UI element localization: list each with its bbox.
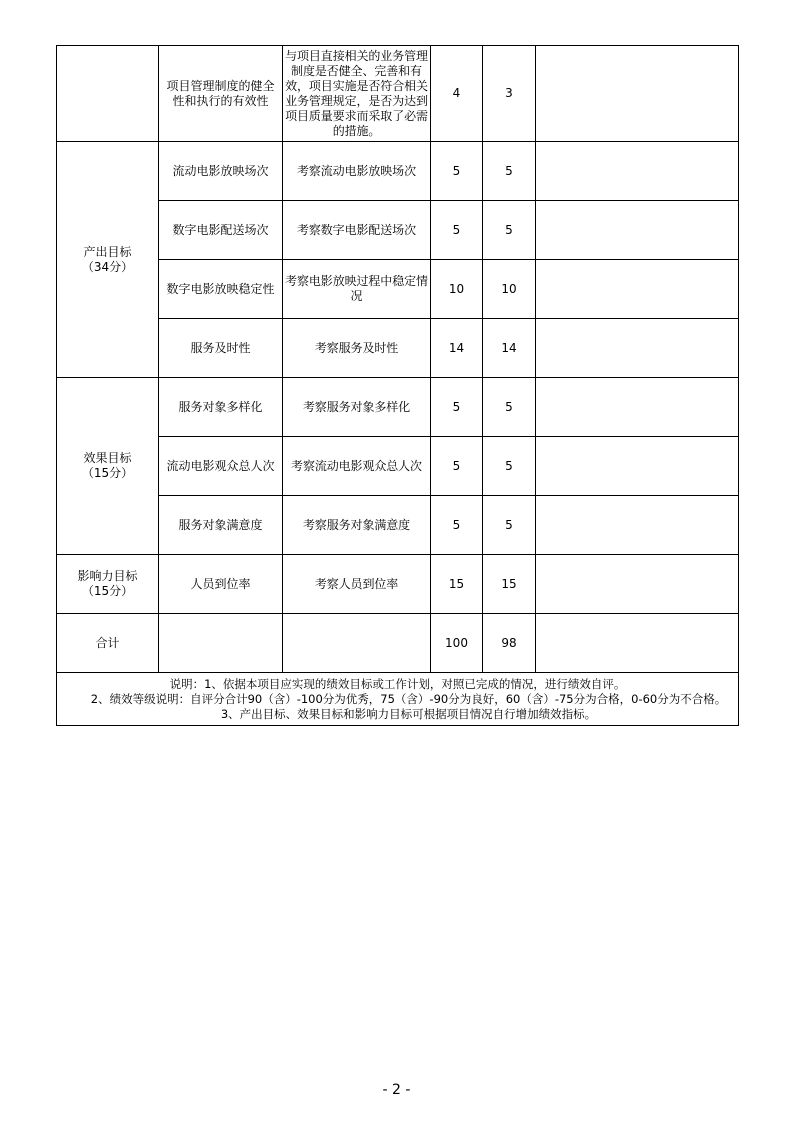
remark-cell	[536, 260, 739, 319]
total-label: 合计	[57, 614, 159, 673]
indicator-cell: 服务对象满意度	[159, 496, 283, 555]
description-cell: 考察服务对象多样化	[283, 378, 431, 437]
table-row	[57, 496, 739, 555]
category-name: 影响力目标	[77, 569, 138, 583]
score-cell: 5	[483, 496, 536, 555]
table-row	[57, 46, 739, 142]
remark-cell	[536, 142, 739, 201]
remark-cell	[536, 614, 739, 673]
notes-cell	[57, 673, 739, 726]
indicator-cell: 流动电影放映场次	[159, 142, 283, 201]
table-row	[57, 142, 739, 201]
weight-cell: 15	[431, 555, 483, 614]
weight-cell: 5	[431, 496, 483, 555]
indicator-cell: 服务及时性	[159, 319, 283, 378]
score-cell: 5	[483, 142, 536, 201]
category-name: 效果目标	[83, 451, 132, 465]
description-cell: 考察服务及时性	[283, 319, 431, 378]
indicator-cell: 数字电影放映稳定性	[159, 260, 283, 319]
category-points: （34分）	[81, 259, 134, 274]
description-cell	[283, 614, 431, 673]
description-cell: 考察流动电影放映场次	[283, 142, 431, 201]
category-points: （15分）	[81, 466, 134, 480]
indicator-cell: 人员到位率	[159, 555, 283, 614]
description-cell: 考察电影放映过程中稳定情况	[283, 260, 431, 319]
note-line-1: 说明：1、依据本项目应实现的绩效目标或工作计划，对照已完成的情况，进行绩效自评。	[169, 676, 626, 691]
description-cell: 考察人员到位率	[283, 555, 431, 614]
table-row	[57, 555, 739, 614]
table-row	[57, 319, 739, 378]
total-row	[57, 614, 739, 673]
total-score: 98	[483, 614, 536, 673]
remark-cell	[536, 319, 739, 378]
category-cell	[57, 46, 159, 142]
note-line-2: 2、绩效等级说明：自评分合计90（含）-100分为优秀，75（含）-90分为良好，60（含）-75分为合格，0-60分为不合格。	[90, 691, 727, 706]
description-cell: 考察服务对象满意度	[283, 496, 431, 555]
remark-cell	[536, 378, 739, 437]
weight-cell: 5	[431, 437, 483, 496]
score-cell: 5	[483, 378, 536, 437]
category-cell-effect	[57, 378, 159, 555]
weight-cell: 14	[431, 319, 483, 378]
indicator-cell: 项目管理制度的健全性和执行的有效性	[159, 46, 283, 142]
total-weight: 100	[431, 614, 483, 673]
weight-cell: 5	[431, 201, 483, 260]
weight-cell: 4	[431, 46, 483, 142]
table-row	[57, 437, 739, 496]
weight-cell: 5	[431, 142, 483, 201]
category-points: （15分）	[81, 584, 134, 598]
indicator-cell: 数字电影配送场次	[159, 201, 283, 260]
indicator-cell	[159, 614, 283, 673]
score-cell: 10	[483, 260, 536, 319]
description-cell: 考察流动电影观众总人次	[283, 437, 431, 496]
table-row	[57, 378, 739, 437]
notes-row	[57, 673, 739, 726]
description-cell: 考察数字电影配送场次	[283, 201, 431, 260]
weight-cell: 5	[431, 378, 483, 437]
score-cell: 14	[483, 319, 536, 378]
score-cell: 15	[483, 555, 536, 614]
note-line-3: 3、产出目标、效果目标和影响力目标可根据项目情况自行增加绩效指标。	[220, 706, 597, 721]
indicator-cell: 流动电影观众总人次	[159, 437, 283, 496]
remark-cell	[536, 46, 739, 142]
category-cell-impact	[57, 555, 159, 614]
indicator-cell: 服务对象多样化	[159, 378, 283, 437]
score-cell: 5	[483, 201, 536, 260]
page-number: - 2 -	[382, 1082, 411, 1098]
score-cell: 3	[483, 46, 536, 142]
remark-cell	[536, 201, 739, 260]
description-cell: 与项目直接相关的业务管理制度是否健全、完善和有效，项目实施是否符合相关业务管理规定，是否为达到项目质量要求而采取了必需的措施。	[283, 46, 431, 142]
remark-cell	[536, 555, 739, 614]
score-cell: 5	[483, 437, 536, 496]
category-name: 产出目标	[83, 244, 132, 259]
category-cell-output	[57, 142, 159, 378]
remark-cell	[536, 437, 739, 496]
table-row	[57, 201, 739, 260]
performance-evaluation-table	[56, 45, 739, 726]
table-row	[57, 260, 739, 319]
remark-cell	[536, 496, 739, 555]
weight-cell: 10	[431, 260, 483, 319]
